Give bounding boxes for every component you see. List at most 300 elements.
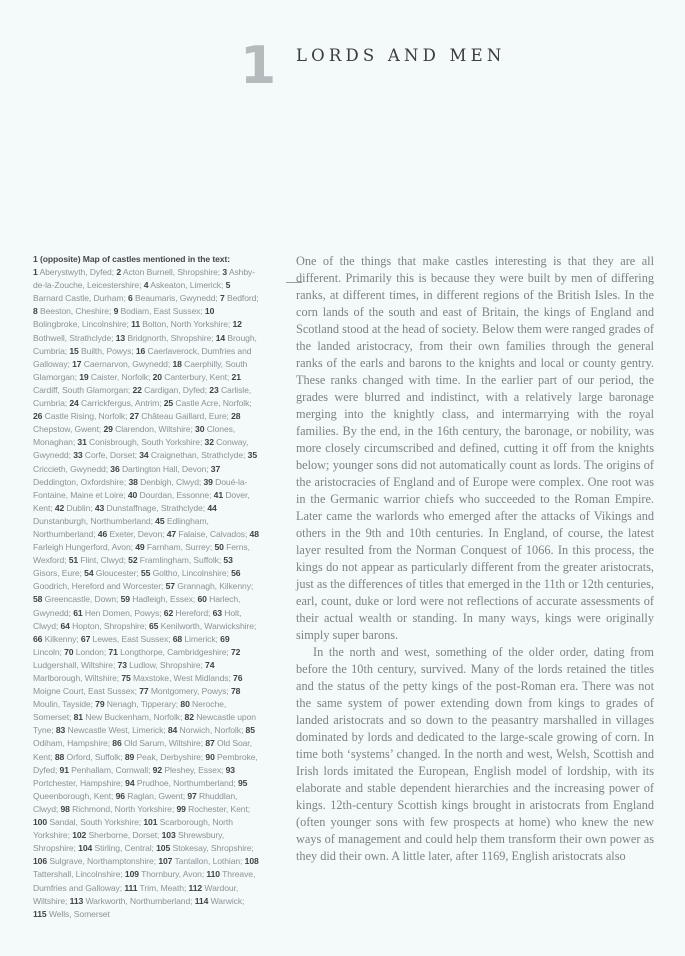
caption-entry xyxy=(69,398,163,408)
caption-entry-place: Farleigh Hungerford, Avon; xyxy=(33,542,136,553)
caption-entry-number: 36 xyxy=(110,463,120,474)
caption-entry-number: 72 xyxy=(230,646,241,657)
caption-entry-place: Beaumaris, Gwynedd; xyxy=(132,293,220,304)
caption-entry-place: Odiham, Hampshire; xyxy=(33,738,113,749)
caption-entry-number: 28 xyxy=(231,411,241,422)
caption-entry-number: 85 xyxy=(245,725,255,736)
caption-entry-number: 51 xyxy=(68,555,79,566)
caption-entry-place: Canterbury, Kent; xyxy=(161,371,232,382)
caption-entry-place: Sandal, South Yorkshire; xyxy=(47,817,144,828)
caption-entry-place: Hereford; xyxy=(173,607,213,618)
caption-entry xyxy=(128,293,220,303)
caption-entry xyxy=(81,634,173,644)
caption-entry-place: Château Gaillard, Eure; xyxy=(139,411,232,422)
caption-entry-number: 4 xyxy=(143,280,149,291)
caption-entry xyxy=(56,725,168,735)
caption-entry-number: 79 xyxy=(95,699,105,710)
caption-entry-place: Holt, Clwyd; xyxy=(33,607,242,631)
caption-entry-place: Thornbury, Avon; xyxy=(138,869,207,880)
caption-entry-number: 107 xyxy=(158,856,173,867)
caption-entry-number: 29 xyxy=(103,424,113,435)
caption-entry-number: 87 xyxy=(205,738,215,749)
caption-entry xyxy=(78,843,156,853)
caption-entry-place: Flint, Clwyd; xyxy=(78,555,129,566)
caption-entry-place: Stokesay, Shropshire; xyxy=(170,843,254,854)
caption-entry-place: Neroche, Somerset; xyxy=(33,699,227,723)
caption-entry-number: 82 xyxy=(184,712,194,723)
caption-entry-place: Penhallam, Cornwall; xyxy=(68,764,153,775)
caption-entry-number: 35 xyxy=(247,450,257,461)
caption-entry-number: 18 xyxy=(172,358,182,369)
caption-entry xyxy=(69,555,128,565)
caption-entry-place: Stirling, Central; xyxy=(92,843,157,854)
caption-entry-place: Exeter, Devon; xyxy=(107,528,167,539)
caption-entry-number: 20 xyxy=(152,371,162,382)
caption-entry-number: 96 xyxy=(115,790,125,801)
caption-entry-number: 34 xyxy=(139,450,149,461)
caption-entry xyxy=(220,293,259,303)
caption-entry xyxy=(77,437,204,447)
caption-entry-place: Portchester, Hampshire; xyxy=(33,777,126,788)
caption-entry xyxy=(135,542,214,552)
caption-entry-place: Greencastle, Down; xyxy=(42,594,121,605)
caption-entry-place: Clarendon, Wiltshire; xyxy=(112,424,196,435)
caption-entry-number: 68 xyxy=(172,633,183,644)
caption-entry xyxy=(79,372,152,382)
caption-entry xyxy=(98,529,167,539)
caption-entry-place: Richmond, North Yorkshire; xyxy=(69,803,177,814)
caption-entry-place: Castle Rising, Norfolk; xyxy=(42,411,130,422)
caption-entry-place: Ferns, Wexford; xyxy=(33,542,250,566)
caption-entry-place: Corfe, Dorset; xyxy=(82,450,140,461)
caption-entry-number: 66 xyxy=(33,633,43,644)
caption-entry xyxy=(95,503,207,513)
caption-entry xyxy=(74,712,185,722)
caption-entry-number: 75 xyxy=(121,673,131,683)
caption-entry-place: Caerlaverock, Dumfries and Galloway; xyxy=(33,345,252,369)
caption-entry-number: 113 xyxy=(69,895,84,906)
caption-entry-number: 12 xyxy=(232,319,242,330)
caption-entry-number: 71 xyxy=(108,646,118,657)
caption-entry-place: Trim, Meath; xyxy=(137,882,189,893)
caption-entry-place: Dublin; xyxy=(64,502,95,513)
caption-entry-number: 2 xyxy=(116,267,121,278)
caption-entry-place: Lincoln; xyxy=(33,646,65,657)
caption-entry-number: 108 xyxy=(244,856,259,867)
caption-entry-place: Barnard Castle, Durham; xyxy=(33,293,129,304)
caption-entry-number: 21 xyxy=(231,371,241,382)
caption-entry-number: 27 xyxy=(129,411,140,422)
caption-entry-number: 5 xyxy=(225,280,231,291)
caption-entry-place: Doué-la-Fontaine, Maine et Loire; xyxy=(33,476,248,500)
caption-entry-number: 58 xyxy=(33,594,43,605)
caption-entry-number: 61 xyxy=(73,607,83,618)
caption-entry-place: Newcastle upon Tyne; xyxy=(33,712,256,736)
caption-entry-place: Raglan, Gwent; xyxy=(124,790,188,801)
caption-entry-number: 88 xyxy=(54,751,65,762)
caption-entry-place: Bolton, North Yorkshire; xyxy=(140,319,233,330)
caption-entry xyxy=(64,647,108,657)
caption-entry xyxy=(70,896,195,906)
caption-entry-number: 44 xyxy=(207,502,217,513)
caption-entry-place: Bothwell, Strathclyde; xyxy=(33,332,116,343)
caption-entry-place: Nenagh, Tipperary; xyxy=(104,699,181,710)
caption-entry xyxy=(168,725,246,735)
body-paragraph: One of the things that make castles interesting is that they are all different. Primarily this is because they were built by men of differing ranks, at different times, in different regions of the British Isles. In the corn lands of the south and east of Britain, the kings of England and Scotland stood at the head of society. Below them were ranged grades of the landed aristocracy, from their own families through the general ranks of the earls and barons to the knights and local or county gentry. These ranks changed with time. In the earlier part of our period, the grades were blurred and indistinct, with a relatively large baronage merging into the knightly class, and intermarrying with the royal families. By the end, in the 16th century, the baronage, or nobility, was more closely circumscribed and defined, cutting it off from the knights below; younger sons did not automatically count as lords. The origins of the aristocracies of England and of Europe were complex. One root was in the Germanic warrior chiefs who succeeded to the Roman Empire. Later came the warlords who emerged after the attacks of Vikings and others in the 9th and 10th centuries. In England, of course, the latest layer resulted from the Norman Conquest of 1066. In this process, the kings do not appear as particularly different from the greater aristocrats, just as the differences of titles that emerged in the 11th or 12th centuries, earl, count, duke or lord were not reflections of accurate assessments of their actual wealth or standing. In many ways, kings were originally simply super barons. xyxy=(296,254,654,642)
caption-entry-place: Harlech, Gwynedd; xyxy=(33,594,241,618)
caption-entry-place: Hadleigh, Essex; xyxy=(129,594,198,605)
caption-entry-number: 114 xyxy=(194,895,209,906)
caption-entry xyxy=(60,621,148,631)
caption-entry-place: Kenilworth, Warwickshire; xyxy=(158,620,257,631)
caption-entry xyxy=(33,817,143,827)
caption-entry-number: 63 xyxy=(212,607,222,618)
caption-entry-place: Scarborough, North Yorkshire; xyxy=(33,817,233,841)
caption-entry-place: Maxstoke, West Midlands; xyxy=(130,673,234,683)
caption-entry-number: 16 xyxy=(135,345,146,356)
caption-entry-place: Moigne Court, East Sussex; xyxy=(33,686,140,697)
caption-entry-place: Threave, Dumfries and Galloway; xyxy=(33,869,256,893)
caption-entry xyxy=(116,267,222,277)
caption-entry-number: 26 xyxy=(33,411,43,422)
caption-entry-number: 57 xyxy=(165,581,175,592)
caption-entry xyxy=(72,830,161,840)
caption-entry-place: Wells, Somerset xyxy=(46,908,110,919)
caption-entry-number: 74 xyxy=(205,659,215,670)
caption-entry xyxy=(33,856,158,866)
caption-entry-number: 65 xyxy=(148,620,159,631)
caption-entry-number: 9 xyxy=(113,306,119,317)
caption-entry xyxy=(84,568,141,578)
map-caption xyxy=(33,253,259,921)
caption-entry-place: Tattershall, Lincolnshire; xyxy=(33,869,125,880)
caption-entry-number: 93 xyxy=(225,764,235,775)
caption-entry-number: 50 xyxy=(214,542,224,553)
caption-entry xyxy=(33,267,116,277)
caption-entry-number: 94 xyxy=(125,777,135,788)
caption-entry-place: Clones, Monaghan; xyxy=(33,424,236,448)
caption-entry-place: Carlisle, Cumbria; xyxy=(33,384,252,409)
caption-entry-number: 97 xyxy=(187,790,197,801)
caption-entry-place: Sherborne, Dorset; xyxy=(86,830,162,841)
caption-entry-place: Norwich, Norfolk; xyxy=(177,725,246,736)
caption-entry-place: Dartington Hall, Devon; xyxy=(119,463,211,474)
caption-entry-place: Deddington, Oxfordshire; xyxy=(33,476,129,487)
body-text xyxy=(296,253,654,865)
caption-entry-place: Lewes, East Sussex; xyxy=(90,633,173,644)
caption-entry-number: 100 xyxy=(33,817,48,828)
caption-entry-number: 41 xyxy=(213,489,224,500)
caption-entry-number: 60 xyxy=(197,594,207,605)
body-paragraph: In the north and west, something of the older order, dating from before the 10th century, survived. Many of the lords retained the titles and the status of the petty kings of the post-Roman era. There was not the same system of power extending down from kings to grades of landed aristocrats and so down to the peasantry marshalled in villages dominated by lords and dedicated to the large-scale growing of corn. In time both ‘systems’ changed. In the north and west, Welsh, Scottish and Irish lords imitated the European, English model of lordship, with its elaborate and stable dependent hierarchies and the increasing power of kings. 12th-century Scottish kings brought in aristocrats from England (often younger sons with few prospects at home) who knew the new ways of management and could help them transform their own power as they did their own. A little later, after 1169, English aristocrats also xyxy=(296,645,654,863)
caption-entry-number: 22 xyxy=(132,384,142,395)
caption-entry-place: Moulin, Tayside; xyxy=(33,699,96,710)
caption-entry-number: 83 xyxy=(55,725,66,736)
caption-entry-place: Grannagh, Kilkenny; xyxy=(174,581,254,592)
caption-entry-number: 3 xyxy=(222,267,228,278)
caption-entry-place: Builth, Powys; xyxy=(78,345,136,356)
caption-entry-number: 102 xyxy=(72,830,87,841)
caption-entry-place: Warkworth, Northumberland; xyxy=(83,895,195,906)
caption-entry-place: Gloucester; xyxy=(93,568,141,579)
caption-entry xyxy=(125,778,238,788)
caption-entry xyxy=(176,804,250,814)
caption-entry-place: Sulgrave, Northamptonshire; xyxy=(47,856,159,867)
caption-entry xyxy=(108,647,231,657)
caption-entry xyxy=(153,765,226,775)
caption-entry-place: Newcastle West, Limerick; xyxy=(65,725,168,736)
caption-entry-number: 19 xyxy=(79,371,89,382)
caption-entry xyxy=(131,319,232,329)
caption-entry xyxy=(167,529,250,539)
caption-entry-place: Montgomery, Powys; xyxy=(148,686,231,697)
caption-entry xyxy=(128,477,203,487)
caption-entry-number: 30 xyxy=(195,424,205,435)
caption-entry-number: 56 xyxy=(231,568,241,579)
caption-entry-number: 49 xyxy=(135,542,145,553)
caption-entry xyxy=(112,738,205,748)
caption-entry-place: Aberystwyth, Dyfed; xyxy=(37,267,117,278)
caption-entry-place: Framlingham, Suffolk; xyxy=(137,555,224,566)
caption-entry-number: 69 xyxy=(220,633,230,644)
caption-entry-place: Pembroke, Dyfed; xyxy=(33,751,258,775)
caption-entry-place: Tantallon, Lothian; xyxy=(172,856,245,867)
caption-entry xyxy=(55,503,95,513)
caption-entry xyxy=(195,896,245,906)
caption-title: 1 (opposite) Map of castles mentioned in the text: xyxy=(33,254,230,264)
caption-entry-number: 73 xyxy=(117,659,127,670)
caption-entry-number: 14 xyxy=(215,332,226,343)
caption-entry xyxy=(121,673,233,683)
caption-entry-number: 37 xyxy=(210,463,221,474)
caption-entry xyxy=(118,660,206,670)
caption-entries xyxy=(33,266,259,921)
caption-entry-number: 95 xyxy=(237,777,248,788)
caption-entry-number: 86 xyxy=(112,738,122,749)
caption-entry-place: Old Soar, Kent; xyxy=(33,738,252,762)
caption-entry-place: Kilkenny; xyxy=(42,633,81,644)
caption-entry xyxy=(164,608,213,618)
caption-entry-number: 45 xyxy=(155,515,165,526)
caption-entry-number: 111 xyxy=(124,882,138,893)
caption-entry xyxy=(103,424,195,434)
caption-entry-place: Peak, Derbyshire; xyxy=(134,751,206,762)
caption-entry-place: Edlingham, Northumberland; xyxy=(33,515,209,539)
caption-entry xyxy=(125,869,207,879)
caption-entry xyxy=(116,791,188,801)
caption-entry-number: 39 xyxy=(203,476,213,487)
caption-entry-place: Wardour, Wiltshire; xyxy=(33,882,239,906)
caption-entry-place: Goltho, Lincolnshire; xyxy=(150,568,232,579)
caption-entry-place: Hen Domen, Powys; xyxy=(82,607,164,618)
caption-entry-number: 78 xyxy=(230,686,241,697)
caption-entry-number: 109 xyxy=(124,869,139,880)
caption-entry-place: Falaise, Calvados; xyxy=(176,528,250,539)
caption-entry-number: 62 xyxy=(163,607,174,618)
caption-entry xyxy=(153,372,232,382)
caption-entry-number: 55 xyxy=(140,568,151,579)
caption-entry-place: Bridgnorth, Shropshire; xyxy=(125,332,216,343)
caption-entry-number: 64 xyxy=(60,620,70,631)
caption-entry xyxy=(33,909,110,919)
caption-entry-place: Ashby-de-la-Zouche, Leicestershire; xyxy=(33,267,255,291)
caption-entry xyxy=(132,385,209,395)
caption-entry-place: Goodrich, Hereford and Worcester; xyxy=(33,581,166,592)
caption-entry-number: 98 xyxy=(60,803,70,814)
caption-entry-number: 8 xyxy=(33,306,38,317)
caption-entry-place: Prudhoe, Northumberland; xyxy=(134,777,238,788)
caption-entry-place: Gisors, Eure; xyxy=(33,568,85,579)
caption-entry-number: 11 xyxy=(131,319,140,330)
caption-entry xyxy=(158,856,244,866)
caption-entry-place: London; xyxy=(73,646,109,657)
caption-entry xyxy=(69,346,136,356)
caption-entry-number: 38 xyxy=(128,476,138,487)
caption-entry-number: 7 xyxy=(219,293,225,304)
caption-entry-place: New Buckenham, Norfolk; xyxy=(82,712,185,723)
caption-entry xyxy=(139,686,231,696)
caption-entry-place: Limerick; xyxy=(182,633,221,644)
caption-entry-number: 15 xyxy=(69,345,79,356)
caption-entry-number: 43 xyxy=(94,502,105,513)
caption-entry-place: Conway, Gwynedd; xyxy=(33,437,249,461)
caption-entry xyxy=(114,306,205,316)
caption-entry-place: Dunstaffnage, Strathclyde; xyxy=(104,502,208,513)
caption-entry-number: 81 xyxy=(73,712,83,723)
caption-entry-place: Caerphilly, South Glamorgan; xyxy=(33,358,248,382)
caption-entry-place: Denbigh, Clwyd; xyxy=(137,476,204,487)
caption-entry-place: Beeston, Cheshire; xyxy=(37,306,114,317)
caption-entry-number: 104 xyxy=(78,843,93,854)
caption-entry-number: 33 xyxy=(73,450,83,461)
chapter-number: 1 xyxy=(240,36,277,96)
caption-entry xyxy=(33,634,81,644)
caption-entry-number: 53 xyxy=(223,555,233,566)
caption-entry-number: 46 xyxy=(97,528,108,539)
caption-entry-number: 24 xyxy=(69,398,79,409)
caption-entry-place: Hopton, Shropshire; xyxy=(69,620,149,631)
caption-entry xyxy=(55,752,125,762)
caption-entry xyxy=(173,634,220,644)
caption-entry xyxy=(141,568,231,578)
caption-entry-number: 103 xyxy=(161,830,176,841)
caption-entry-number: 89 xyxy=(124,751,135,762)
caption-entry-number: 17 xyxy=(72,358,82,369)
caption-entry-place: Rhuddlan, Clwyd; xyxy=(33,790,238,814)
caption-entry xyxy=(33,411,130,421)
caption-entry-place: Conisbrough, South Yorkshire; xyxy=(86,437,205,448)
caption-entry-number: 91 xyxy=(59,764,69,775)
caption-entry-place: Dunstanburgh, Northumberland; xyxy=(33,515,156,526)
caption-entry-place: Caister, Norfolk; xyxy=(88,371,153,382)
caption-entry-number: 32 xyxy=(204,437,214,448)
caption-entry xyxy=(72,359,172,369)
caption-entry-place: Warwick; xyxy=(208,895,245,906)
caption-entry xyxy=(95,699,180,709)
caption-entry xyxy=(156,843,254,853)
caption-entry-place: Queenborough, Kent; xyxy=(33,790,116,801)
caption-entry-place: Bodiam, East Sussex; xyxy=(118,306,205,317)
caption-entry xyxy=(128,490,214,500)
caption-entry-number: 76 xyxy=(233,673,243,683)
caption-entry xyxy=(33,594,121,604)
caption-entry-place: Farnham, Surrey; xyxy=(144,542,215,553)
caption-entry-number: 48 xyxy=(249,528,259,539)
caption-entry xyxy=(33,306,114,316)
caption-entry-number: 80 xyxy=(180,699,190,710)
caption-entry-place: Caernarvon, Gwynedd; xyxy=(81,358,173,369)
caption-entry xyxy=(60,804,176,814)
caption-entry-number: 67 xyxy=(80,633,91,644)
caption-entry-number: 13 xyxy=(115,332,126,343)
caption-entry-number: 110 xyxy=(206,869,220,880)
caption-entry-place: Craignethan, Strathclyde; xyxy=(148,450,248,461)
caption-entry xyxy=(110,464,210,474)
caption-entry xyxy=(144,280,226,290)
caption-entry-number: 54 xyxy=(84,568,94,579)
caption-entry xyxy=(60,765,153,775)
caption-entry-place: Criccieth, Gwynedd; xyxy=(33,463,111,474)
caption-entry-number: 105 xyxy=(156,843,171,854)
caption-entry-number: 31 xyxy=(77,437,87,448)
caption-entry-place: Chepstow, Gwent; xyxy=(33,424,104,435)
caption-entry-number: 59 xyxy=(120,594,130,605)
caption-entry-number: 25 xyxy=(163,398,174,409)
caption-entry-place: Castle Acre, Norfolk; xyxy=(173,398,252,409)
caption-entry-place: Orford, Suffolk; xyxy=(64,751,125,762)
caption-entry-number: 106 xyxy=(33,856,48,867)
caption-entry xyxy=(125,752,206,762)
caption-entry-place: Ludlow, Shropshire; xyxy=(126,659,206,670)
caption-entry-place: Marlborough, Wiltshire; xyxy=(33,673,122,683)
caption-entry-place: Carrickfergus, Antrim; xyxy=(78,398,164,409)
caption-entry-place: Acton Burnell, Shropshire; xyxy=(121,267,223,278)
caption-entry-number: 115 xyxy=(33,908,47,919)
caption-entry xyxy=(116,333,216,343)
caption-entry xyxy=(73,608,164,618)
chapter-title: LORDS AND MEN xyxy=(296,46,506,65)
caption-entry xyxy=(121,594,198,604)
caption-entry-number: 52 xyxy=(128,555,138,566)
caption-entry-place: Dover, Kent; xyxy=(33,489,250,513)
caption-entry-place: Cardiff, South Glamorgan; xyxy=(33,384,133,395)
caption-entry xyxy=(139,450,247,460)
caption-entry-number: 92 xyxy=(152,764,163,775)
caption-entry xyxy=(128,555,223,565)
caption-entry xyxy=(124,883,188,893)
caption-entry-number: 77 xyxy=(139,686,149,697)
caption-entry xyxy=(164,398,252,408)
caption-entry-number: 42 xyxy=(54,502,65,513)
caption-entry-place: Dourdan, Essonne; xyxy=(137,489,214,500)
caption-entry-place: Rochester, Kent; xyxy=(185,803,251,814)
caption-entry-number: 90 xyxy=(205,751,215,762)
caption-entry-number: 1 xyxy=(33,267,38,278)
caption-entry xyxy=(166,581,254,591)
caption-entry-place: Bolingbroke, Lincolnshire; xyxy=(33,319,132,330)
caption-entry-number: 112 xyxy=(188,882,203,893)
caption-entry-place: Askeaton, Limerick; xyxy=(148,280,226,291)
caption-entry-number: 10 xyxy=(204,306,215,317)
caption-entry xyxy=(130,411,231,421)
caption-entry xyxy=(73,450,139,460)
caption-entry xyxy=(149,621,256,631)
caption-entry-place: Ludgershall, Wiltshire; xyxy=(33,659,118,670)
caption-entry-number: 101 xyxy=(143,817,158,828)
caption-entry-number: 6 xyxy=(128,293,133,304)
caption-entry-place: Bedford; xyxy=(224,293,259,304)
caption-entry-number: 47 xyxy=(166,528,177,539)
